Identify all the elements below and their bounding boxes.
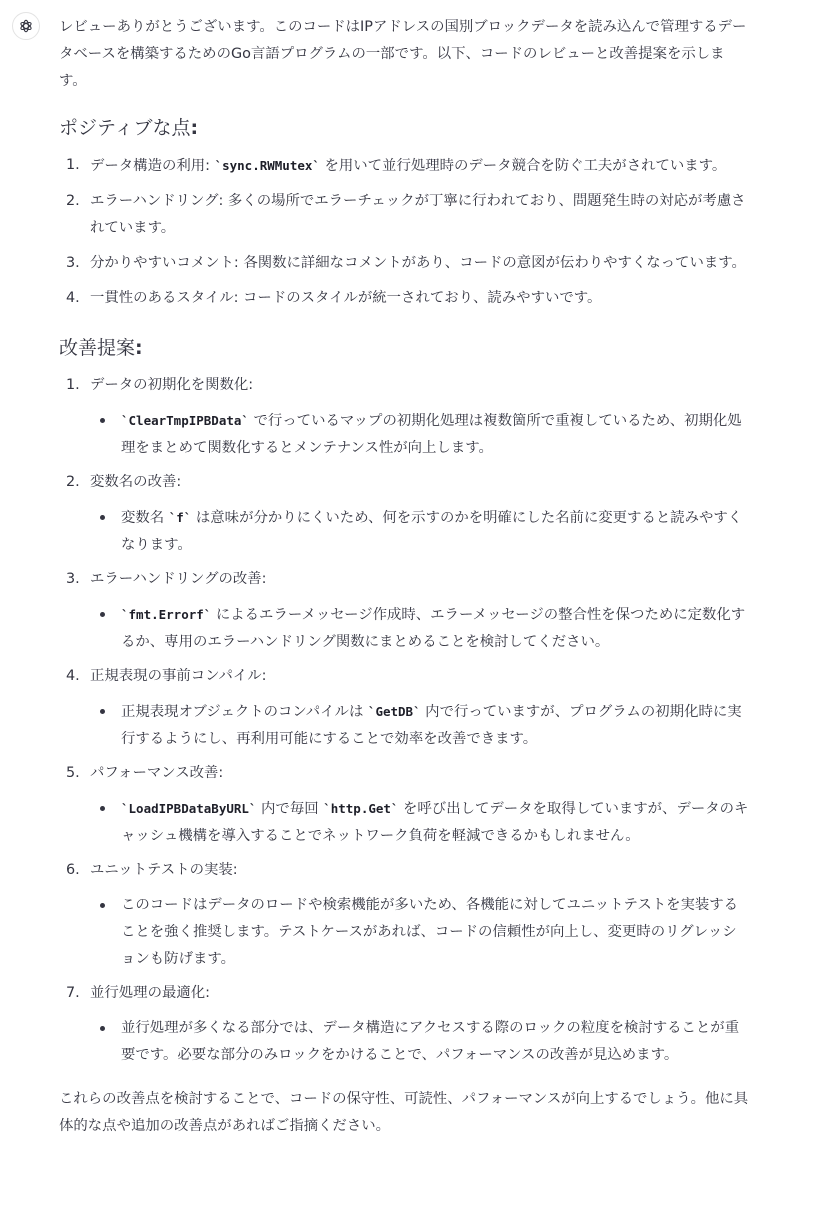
suggestion-item bbox=[66, 760, 749, 850]
suggestion-detail-list bbox=[90, 407, 749, 462]
suggestion-title: 正規表現の事前コンパイル: bbox=[90, 668, 267, 684]
inline-code: `ClearTmpIPBData` bbox=[121, 413, 249, 428]
bullet-item bbox=[121, 601, 749, 656]
bullet-item bbox=[121, 407, 749, 462]
item-text: データ構造の利用: bbox=[90, 158, 215, 174]
assistant-message bbox=[59, 14, 749, 1140]
suggestion-title: 並行処理の最適化: bbox=[90, 985, 210, 1001]
inline-code: `sync.RWMutex` bbox=[214, 158, 320, 173]
inline-code: `http.Get` bbox=[323, 801, 399, 816]
list-number: 3. bbox=[66, 255, 80, 271]
bullet-icon bbox=[100, 806, 105, 811]
positives-heading-text: ポジティブな点 bbox=[59, 117, 191, 139]
outro-paragraph: これらの改善点を検討することで、コードの保守性、可読性、パフォーマンスが向上するでしょう。他に具体的な点や追加の改善点があればご指摘ください。 bbox=[59, 1091, 749, 1134]
inline-code: `fmt.Errorf` bbox=[121, 607, 212, 622]
detail-text: は意味が分かりにくいため、何を示すのかを明確にした名前に変更すると読みやすくなります。 bbox=[121, 510, 743, 553]
list-number: 1. bbox=[66, 377, 80, 393]
item-text: 一貫性のあるスタイル: コードのスタイルが統一されており、読みやすいです。 bbox=[90, 290, 602, 306]
suggestion-detail-list bbox=[90, 892, 749, 973]
positives-list bbox=[59, 152, 749, 312]
suggestion-title: データの初期化を関数化: bbox=[90, 377, 254, 393]
list-number: 3. bbox=[66, 571, 80, 587]
bullet-item bbox=[121, 892, 749, 973]
item-text: を用いて並行処理時のデータ競合を防ぐ工夫がされています。 bbox=[319, 158, 727, 174]
openai-logo-icon bbox=[17, 17, 35, 35]
suggestion-item bbox=[66, 980, 749, 1069]
list-number: 7. bbox=[66, 985, 80, 1001]
suggestion-item bbox=[66, 372, 749, 462]
positives-heading bbox=[59, 115, 749, 141]
detail-text: を呼び出してデータを取得していますが、データのキャッシュ機構を導入することでネットワーク負荷を軽減できるかもしれません。 bbox=[121, 801, 749, 844]
inline-code: `f` bbox=[168, 510, 192, 525]
suggestions-heading-colon: : bbox=[135, 337, 143, 359]
suggestion-item bbox=[66, 469, 749, 559]
suggestion-detail-list bbox=[90, 1015, 749, 1069]
intro-paragraph: レビューありがとうございます。このコードはIPアドレスの国別ブロックデータを読み込んで管理するデータベースを構築するためのGo言語プログラムの一部です。以下、コードのレビューと改善提案を示します。 bbox=[59, 19, 747, 89]
suggestion-item bbox=[66, 663, 749, 753]
inline-code: `LoadIPBDataByURL` bbox=[121, 801, 257, 816]
suggestion-detail-list bbox=[90, 601, 749, 656]
suggestions-heading bbox=[59, 335, 749, 361]
list-number: 2. bbox=[66, 474, 80, 490]
suggestion-detail-list bbox=[90, 504, 749, 559]
suggestion-title: 変数名の改善: bbox=[90, 474, 182, 490]
item-text: エラーハンドリング: 多くの場所でエラーチェックが丁寧に行われており、問題発生時の対応が考慮されています。 bbox=[90, 193, 746, 236]
detail-text: このコードはデータのロードや検索機能が多いため、各機能に対してユニットテストを実装することを強く推奨します。テストケースがあれば、コードの信頼性が向上し、変更時のリグレッションも防げます。 bbox=[121, 897, 739, 967]
suggestion-title: パフォーマンス改善: bbox=[90, 765, 224, 781]
list-item bbox=[66, 285, 749, 312]
bullet-item bbox=[121, 795, 749, 850]
bullet-icon bbox=[100, 903, 105, 908]
bullet-icon bbox=[100, 418, 105, 423]
bullet-icon bbox=[100, 515, 105, 520]
item-text: 分かりやすいコメント: 各関数に詳細なコメントがあり、コードの意図が伝わりやすくなっています。 bbox=[90, 255, 746, 271]
detail-text: 並行処理が多くなる部分では、データ構造にアクセスする際のロックの粒度を検討することが重要です。必要な部分のみロックをかけることで、パフォーマンスの改善が見込めます。 bbox=[121, 1020, 740, 1063]
suggestions-heading-text: 改善提案 bbox=[59, 337, 136, 359]
list-number: 2. bbox=[66, 193, 80, 209]
bullet-icon bbox=[100, 709, 105, 714]
detail-text: によるエラーメッセージ作成時、エラーメッセージの整合性を保つために定数化するか、専用のエラーハンドリング関数にまとめることを検討してください。 bbox=[121, 607, 746, 650]
assistant-avatar bbox=[12, 12, 40, 40]
bullet-item bbox=[121, 1015, 749, 1069]
suggestion-title: エラーハンドリングの改善: bbox=[90, 571, 267, 587]
suggestion-detail-list bbox=[90, 795, 749, 850]
detail-text: 内で毎回 bbox=[256, 801, 324, 817]
list-number: 4. bbox=[66, 668, 80, 684]
suggestion-title: ユニットテストの実装: bbox=[90, 862, 238, 878]
suggestion-item bbox=[66, 566, 749, 656]
detail-text: 正規表現オブジェクトのコンパイルは bbox=[121, 704, 368, 720]
list-number: 4. bbox=[66, 290, 80, 306]
list-item bbox=[66, 188, 749, 242]
list-number: 5. bbox=[66, 765, 80, 781]
list-item bbox=[66, 152, 749, 180]
bullet-item bbox=[121, 504, 749, 559]
positives-heading-colon: : bbox=[190, 117, 199, 139]
detail-text: で行っているマップの初期化処理は複数箇所で重複しているため、初期化処理をまとめて関数化するとメンテナンス性が向上します。 bbox=[121, 413, 742, 456]
suggestion-item bbox=[66, 857, 749, 973]
suggestion-detail-list bbox=[90, 698, 749, 753]
list-item bbox=[66, 250, 749, 277]
bullet-item bbox=[121, 698, 749, 753]
detail-text: 変数名 bbox=[121, 510, 169, 526]
list-number: 6. bbox=[66, 862, 80, 878]
bullet-icon bbox=[100, 612, 105, 617]
detail-text: 内で行っていますが、プログラムの初期化時に実行するようにし、再利用可能にすることで効率を改善できます。 bbox=[121, 704, 742, 747]
bullet-icon bbox=[100, 1026, 105, 1031]
inline-code: `GetDB` bbox=[367, 704, 421, 719]
suggestions-list bbox=[59, 372, 749, 1069]
list-number: 1. bbox=[66, 157, 80, 173]
